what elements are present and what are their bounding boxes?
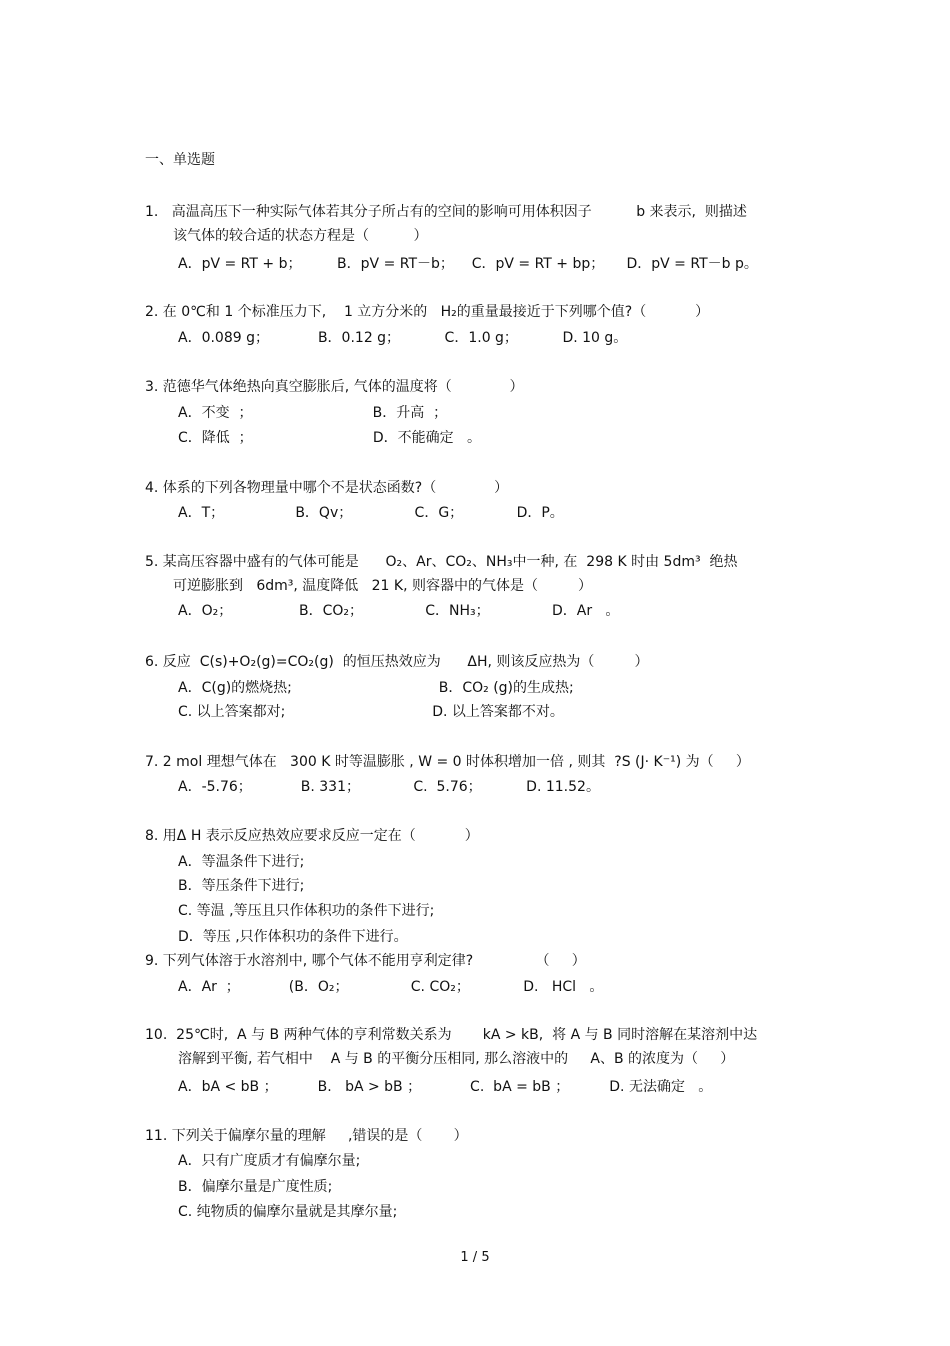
text-line-q6: 6. 反应 C(s)+O₂(g)=CO₂(g) 的恒压热效应为 ΔH, 则该反应热为（ ） xyxy=(145,654,649,670)
section-title: 一、单选题 xyxy=(145,152,215,168)
text-line-q3o1: A．不变 ； B．升高 ； xyxy=(178,405,448,421)
text-line-q7: 7. 2 mol 理想气体在 300 K 时等温膨胀 , W = 0 时体积增加一倍 , 则其 ?S (J· K⁻¹) 为（ ） xyxy=(145,754,750,770)
text-line-q6o1: A．C(g)的燃烧热; B．CO₂ (g)的生成热; xyxy=(178,680,574,696)
text-line-q1a: 1. 高温高压下一种实际气体若其分子所占有的空间的影响可用体积因子 b 来表示, 则描述 xyxy=(145,204,747,220)
text-line-q8oa: A．等温条件下进行; xyxy=(178,854,305,870)
text-line-q10b: 溶解到平衡, 若气相中 A 与 B 的平衡分压相同, 那么溶液中的 A、B 的浓度为（ ） xyxy=(178,1051,735,1067)
text-line-q6o2: C. 以上答案都对; D. 以上答案都不对。 xyxy=(178,704,564,720)
page-number: 1 / 5 xyxy=(460,1250,490,1265)
text-line-q9: 9. 下列气体溶于水溶剂中, 哪个气体不能用亨利定律? （ ） xyxy=(145,953,586,969)
text-line-q11ob: B．偏摩尔量是广度性质; xyxy=(178,1179,333,1195)
text-line-q8od: D．等压 ,只作体积功的条件下进行。 xyxy=(178,929,408,945)
text-line-q4: 4. 体系的下列各物理量中哪个不是状态函数?（ ） xyxy=(145,480,509,496)
text-line-q7o: A．-5.76； B. 331； C. 5.76； D. 11.52。 xyxy=(178,779,600,795)
text-line-q4o: A．T； B．Qv； C．G； D．P。 xyxy=(178,505,564,521)
text-line-q1o: A．pV = RT + b； B．pV = RT－b； C．pV = RT + bp； D．pV = RT－b p。 xyxy=(178,256,758,272)
text-line-q8ob: B．等压条件下进行; xyxy=(178,878,305,894)
text-line-q11oc: C. 纯物质的偏摩尔量就是其摩尔量; xyxy=(178,1204,398,1220)
text-line-q11oa: A．只有广度质才有偏摩尔量; xyxy=(178,1153,361,1169)
text-line-q8oc: C. 等温 ,等压且只作体积功的条件下进行; xyxy=(178,903,435,919)
text-line-q10a: 10. 25℃时, A 与 B 两种气体的亨利常数关系为 kA > kB, 将 A 与 B 同时溶解在某溶剂中达 xyxy=(145,1027,758,1043)
text-line-q2: 2. 在 0℃和 1 个标准压力下, 1 立方分米的 H₂的重量最接近于下列哪个值?（ ） xyxy=(145,304,710,320)
text-line-q5a: 5. 某高压容器中盛有的气体可能是 O₂、Ar、CO₂、NH₃中一种, 在 298 K 时由 5dm³ 绝热 xyxy=(145,554,738,570)
text-line-q10o: A．bA < bB ； B. bA > bB ； C. bA = bB ； D. 无法确定 。 xyxy=(178,1079,713,1095)
text-line-q5o: A．O₂； B．CO₂； C．NH₃； D．Ar 。 xyxy=(178,603,620,619)
text-line-q11: 11. 下列关于偏摩尔量的理解 ,错误的是（ ） xyxy=(145,1128,468,1144)
text-line-q1b: 该气体的较合适的状态方程是（ ） xyxy=(173,228,428,244)
text-line-q9o: A．Ar ； (B．O₂； C. CO₂； D. HCl 。 xyxy=(178,979,604,995)
text-line-q2o: A．0.089 g； B．0.12 g； C．1.0 g； D. 10 g。 xyxy=(178,330,628,346)
text-line-q3: 3. 范德华气体绝热向真空膨胀后, 气体的温度将（ ） xyxy=(145,379,524,395)
text-line-q5b: 可逆膨胀到 6dm³, 温度降低 21 K, 则容器中的气体是（ ） xyxy=(173,578,593,594)
text-line-q3o2: C．降低 ； D．不能确定 。 xyxy=(178,430,481,446)
text-line-q8: 8. 用Δ H 表示反应热效应要求反应一定在（ ） xyxy=(145,828,479,844)
